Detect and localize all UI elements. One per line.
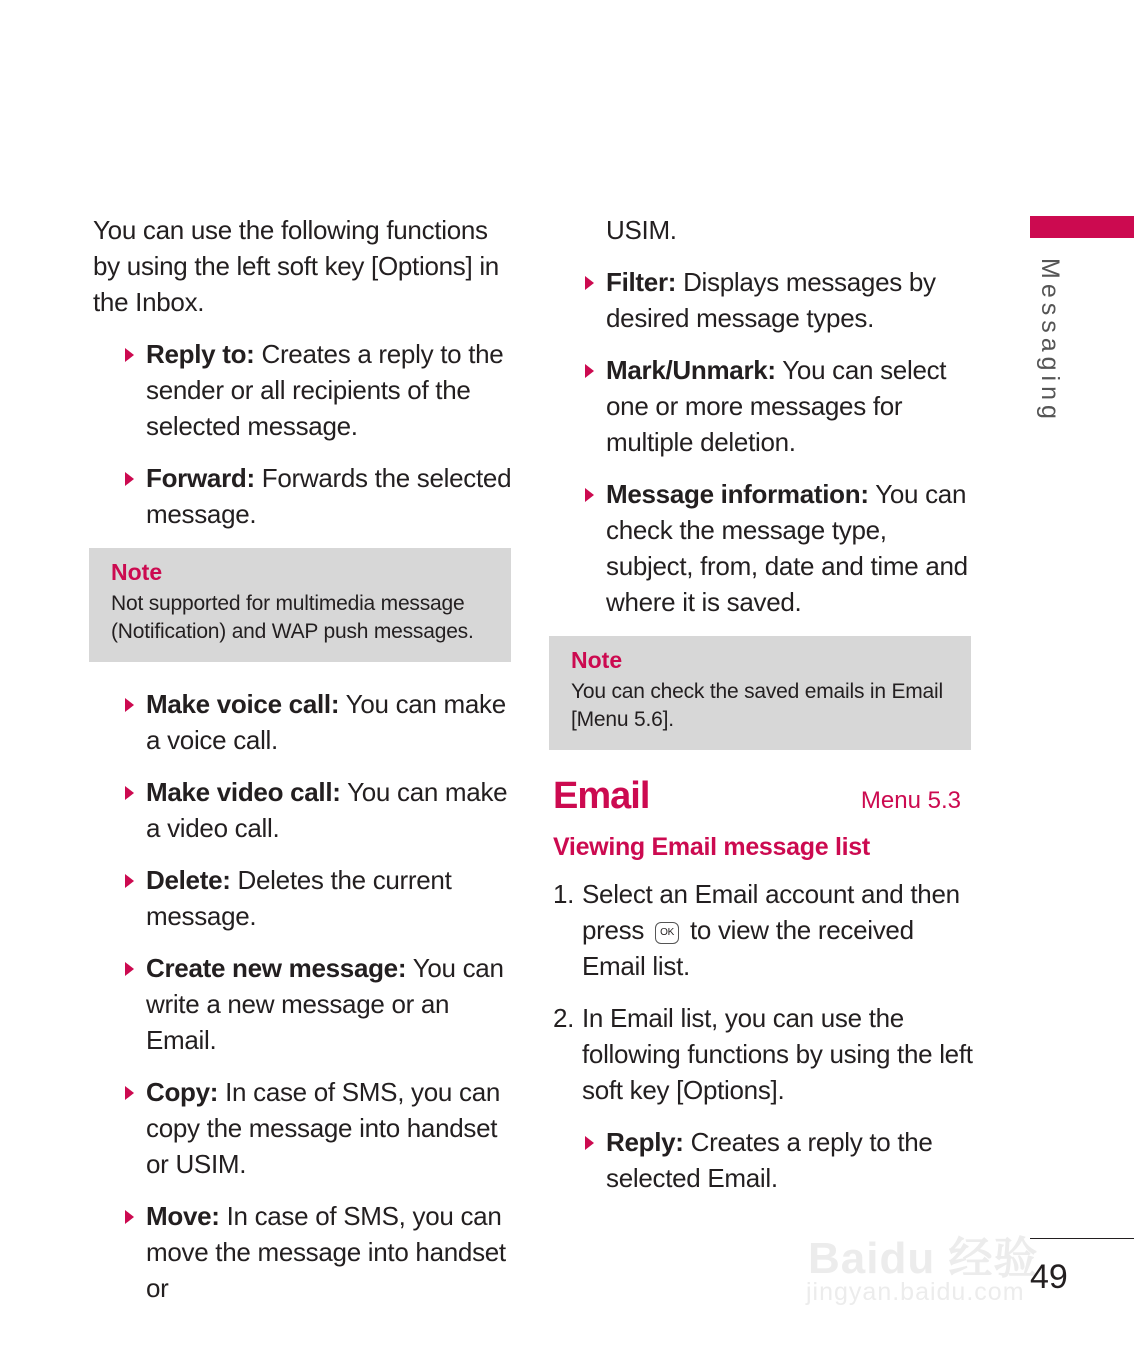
note-text: Not supported for multimedia message (Notification) and WAP push messages. [111,592,474,643]
bullet-arrow-icon [125,348,134,362]
list-item [93,774,513,846]
side-tab-label: Messaging [1036,258,1064,424]
list-item [93,686,513,758]
step-text: In Email list, you can use the following functions by using the left soft key [Options]. [582,1003,973,1105]
item-term: Make voice call: [146,689,340,719]
list-item [553,476,973,620]
numbered-step [553,876,973,984]
bullet-arrow-icon [125,874,134,888]
list-item [553,352,973,460]
numbered-step [553,1000,973,1108]
step-text-after: to view the received Email list. [582,915,914,981]
intro-paragraph: You can use the following functions by using the left soft key [Options] in the Inbox. [93,215,499,317]
item-term: Make video call: [146,777,341,807]
bullet-arrow-icon [585,1136,594,1150]
item-term: Mark/Unmark: [606,355,776,385]
item-desc: You can check the message type, subject, from, date and time and where it is saved. [606,479,968,617]
item-term: Copy: [146,1077,219,1107]
menu-reference: Menu 5.3 [860,787,961,814]
item-desc: In case of SMS, you can copy the message into handset or USIM. [146,1077,501,1179]
item-desc: You can select one or more messages for multiple deletion. [606,355,947,457]
item-term: Forward: [146,463,255,493]
bullet-arrow-icon [585,488,594,502]
item-term: Filter: [606,267,677,297]
bullet-arrow-icon [125,698,134,712]
bullet-arrow-icon [585,276,594,290]
item-desc: In case of SMS, you can move the message into handset or [146,1201,506,1303]
item-term: Delete: [146,865,231,895]
item-desc: You can make a video call. [146,777,508,843]
item-term: Create new message: [146,953,407,983]
bullet-arrow-icon [125,1210,134,1224]
bullet-arrow-icon [585,364,594,378]
item-desc: You can write a new message or an Email. [146,953,504,1055]
left-column [93,212,513,1322]
right-column [553,212,973,1212]
item-term: Reply: [606,1127,684,1157]
list-item [93,1198,513,1306]
footer-rule [1030,1238,1134,1239]
step-number: 1. [553,879,575,909]
watermark-url: jingyan.baidu.com [806,1278,1025,1306]
list-item [93,1074,513,1182]
item-term: Message information: [606,479,869,509]
ok-key-icon: OK [655,922,679,944]
step-number: 2. [553,1003,575,1033]
bullet-arrow-icon [125,786,134,800]
note-text: You can check the saved emails in Email [Menu 5.6]. [571,680,943,731]
bullet-arrow-icon [125,962,134,976]
list-item [93,862,513,934]
bullet-arrow-icon [125,472,134,486]
list-item [93,950,513,1058]
note-box [549,636,971,750]
bullet-arrow-icon [125,1086,134,1100]
note-box [89,548,511,662]
page-number: 49 [1030,1258,1068,1296]
subsection-title: Viewing Email message list [553,833,870,861]
section-header [553,774,973,828]
section-title: Email [553,775,650,817]
list-item [93,336,513,444]
list-item [553,1124,973,1196]
continued-text: USIM. [606,215,677,245]
item-desc: Deletes the current message. [146,865,452,931]
list-item [93,460,513,532]
item-desc: Forwards the selected message. [146,463,512,529]
item-desc: Creates a reply to the sender or all recipients of the selected message. [146,339,504,441]
item-desc: You can make a voice call. [146,689,506,755]
item-desc: Displays messages by desired message types. [606,267,936,333]
note-title: Note [111,559,163,585]
watermark-logo: Baidu 经验 [808,1234,1039,1283]
note-title: Note [571,647,623,673]
step-text-before: Select an Email account and then press [582,879,960,945]
item-term: Reply to: [146,339,255,369]
side-tab-bar [1030,216,1134,238]
item-term: Move: [146,1201,220,1231]
item-desc: Creates a reply to the selected Email. [606,1127,933,1193]
list-item [553,264,973,336]
